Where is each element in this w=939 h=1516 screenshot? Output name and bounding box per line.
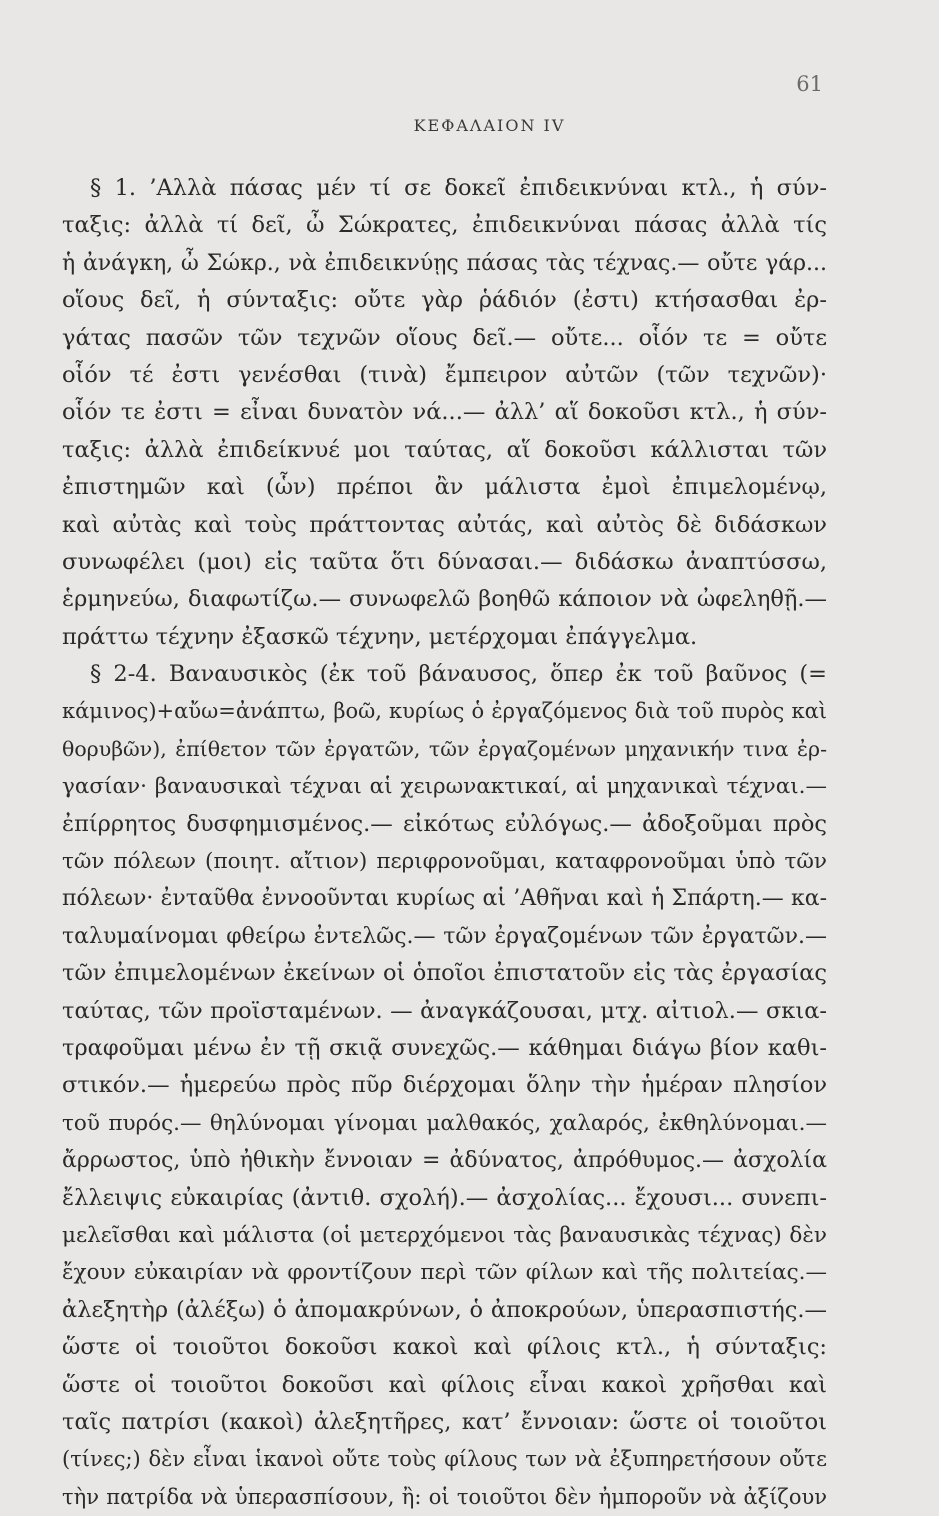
text-line: (τίνες;) δὲν εἶναι ἱκανοὶ οὔτε τοὺς φίλους των νὰ ἐξυπηρετήσουν οὔτε: [62, 1447, 827, 1472]
text-line: τὴν πατρίδα νὰ ὑπερασπίσουν, ἢ: οἱ τοιοῦτοι δὲν ἠμποροῦν νὰ ἀξίζουν: [62, 1484, 827, 1509]
text-line: § 1. ’Αλλὰ πάσας μέν τί σε δοκεῖ ἐπιδεικνύναι κτλ., ἡ σύν-: [90, 175, 827, 201]
text-line: τῶν ἐπιμελομένων ἐκείνων οἱ ὁποῖοι ἐπιστατοῦν εἰς τὰς ἐργασίας: [62, 960, 827, 987]
text-line: ἡ ἀνάγκη, ὦ Σώκρ., νὰ ἐπιδεικνύῃς πάσας τὰς τέχνας.— οὔτε γάρ...: [62, 250, 827, 276]
text-line: κάμινος)+αὔω=ἀνάπτω, βοῶ, κυρίως ὁ ἐργαζόμενος διὰ τοῦ πυρὸς καὶ: [62, 699, 827, 724]
text-line: οἷόν τέ ἐστι γενέσθαι (τινὰ) ἔμπειρον αὐτῶν (τῶν τεχνῶν)·: [62, 361, 827, 388]
text-line: οἷόν τε ἐστι = εἶναι δυνατὸν νά...— ἀλλ’ αἵ δοκοῦσι κτλ., ἡ σύν-: [62, 399, 827, 426]
chapter-title: ΚΕΦΑΛΑΙΟΝ IV: [413, 116, 566, 135]
text-line: ἔχουν εὐκαιρίαν νὰ φροντίζουν περὶ τῶν φίλων καὶ τῆς πολιτείας.—: [62, 1260, 827, 1286]
text-line: ἄρρωστος, ὑπὸ ἠθικὴν ἔννοιαν = ἀδύνατος, ἀπρόθυμος.— ἀσχολία: [62, 1148, 827, 1174]
text-line: συνωφέλει (μοι) εἰς ταῦτα ὅτι δύνασαι.— διδάσκω ἀναπτύσσω,: [62, 548, 827, 575]
page-number: 61: [796, 72, 823, 96]
text-line: τραφοῦμαι μένω ἐν τῇ σκιᾷ συνεχῶς.— κάθημαι διάγω βίον καθι-: [62, 1034, 827, 1061]
text-line: ἐπίρρητος δυσφημισμένος.— εἰκότως εὐλόγως.— ἀδοξοῦμαι πρὸς: [62, 810, 827, 837]
text-line: ταύτας, τῶν προϊσταμένων. — ἀναγκάζουσαι, μτχ. αἰτιολ.— σκια-: [62, 997, 827, 1024]
text-line: πράττω τέχνην ἐξασκῶ τέχνην, μετέρχομαι ἐπάγγελμα.: [62, 623, 698, 650]
text-line: μελεῖσθαι καὶ μάλιστα (οἱ μετερχόμενοι τὰς βαναυσικὰς τέχνας) δὲν: [62, 1222, 827, 1248]
text-line: γασίαν· βαναυσικαὶ τέχναι αἱ χειρωνακτικαί, αἱ μηχανικαὶ τέχναι.—: [62, 774, 827, 800]
text-line: ἔλλειψις εὐκαιρίας (ἀντιθ. σχολή).— ἀσχολίας... ἔχουσι... συνεπι-: [62, 1184, 827, 1211]
text-line: ταῖς πατρίσι (κακοὶ) ἀλεξητῆρες, κατ’ ἔννοιαν: ὥστε οἱ τοιοῦτοι: [62, 1408, 827, 1435]
text-line: § 2-4. Βαναυσικὸς (ἐκ τοῦ βάναυσος, ὅπερ ἐκ τοῦ βαῦνος (=: [90, 661, 827, 688]
text-line: θορυβῶν), ἐπίθετον τῶν ἐργατῶν, τῶν ἐργαζομένων μηχανικήν τινα ἐρ-: [62, 736, 827, 761]
text-line: ἐπιστημῶν καὶ (ὧν) πρέποι ἂν μάλιστα ἐμοὶ ἐπιμελομένῳ,: [62, 474, 827, 501]
text-line: ταξις: ἀλλὰ ἐπιδείκνυέ μοι ταύτας, αἵ δοκοῦσι κάλλισται τῶν: [62, 436, 827, 463]
text-line: ἑρμηνεύω, διαφωτίζω.— συνωφελῶ βοηθῶ κάποιον νὰ ὠφεληθῇ.—: [62, 586, 827, 613]
text-line: τῶν πόλεων (ποιητ. αἴτιον) περιφρονοῦμαι, καταφρονοῦμαι ὑπὸ τῶν: [62, 849, 827, 875]
text-line: ταλυμαίνομαι φθείρω ἐντελῶς.— τῶν ἐργαζομένων τῶν ἐργατῶν.—: [62, 923, 827, 949]
text-line: γάτας πασῶν τῶν τεχνῶν οἵους δεῖ.— οὔτε... οἷόν τε = οὔτε: [62, 324, 827, 351]
text-line: ὥστε οἱ τοιοῦτοι δοκοῦσι κακοὶ καὶ φίλοις κτλ., ἡ σύνταξις:: [62, 1334, 827, 1361]
text-line: στικόν.— ἡμερεύω πρὸς πῦρ διέρχομαι ὅλην τὴν ἡμέραν πλησίον: [62, 1072, 827, 1099]
body-text: [62, 170, 827, 1516]
text-line: ὥστε οἱ τοιοῦτοι δοκοῦσι καὶ φίλοις εἶναι κακοὶ χρῆσθαι καὶ: [62, 1371, 827, 1398]
text-line: ἀλεξητὴρ (ἀλέξω) ὁ ἀπομακρύνων, ὁ ἀποκρούων, ὑπερασπιστής.—: [62, 1296, 827, 1323]
text-line: καὶ αὐτὰς καὶ τοὺς πράττοντας αὐτάς, καὶ αὐτὸς δὲ διδάσκων: [62, 511, 827, 538]
text-line: οἵους δεῖ, ἡ σύνταξις: οὔτε γὰρ ῥάδιόν (ἐστι) κτήσασθαι ἐρ-: [62, 287, 827, 314]
text-line: τοῦ πυρός.— θηλύνομαι γίνομαι μαλθακός, χαλαρός, ἐκθηλύνομαι.—: [62, 1110, 827, 1136]
text-line: ταξις: ἀλλὰ τί δεῖ, ὦ Σώκρατες, ἐπιδεικνύναι πάσας ἀλλὰ τίς: [62, 212, 827, 239]
text-line: πόλεων· ἐνταῦθα ἐννοοῦνται κυρίως αἱ ’Αθῆναι καὶ ἡ Σπάρτη.— κα-: [62, 886, 827, 912]
